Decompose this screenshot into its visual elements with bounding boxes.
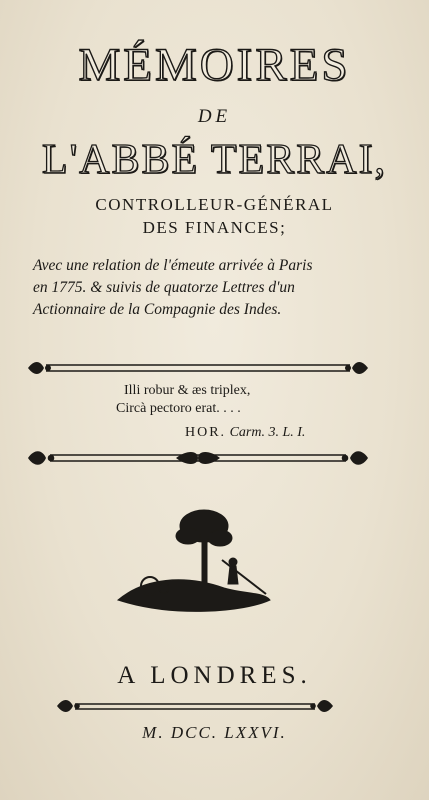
description-line-2: en 1775. & suivis de quatorze Lettres d'un [33,279,295,296]
author-name: L'ABBÉ TERRAI, [41,137,388,183]
imprint-date: M. DCC. LXXVI. [142,723,287,742]
title-connector: DE [197,106,232,127]
woodcut-vignette [114,508,274,618]
description-line-1: Avec une relation de l'émeute arrivée à Paris [33,257,313,274]
subtitle-line-2: DES FINANCES; [142,218,287,237]
subtitle-line-1: CONTROLLEUR-GÉNÉRAL [95,195,334,214]
ornamental-rule-middle [26,446,370,470]
imprint-place: A LONDRES. [117,662,312,689]
epigraph-author: HOR. [185,425,227,440]
epigraph-line-2: Circà pectoro erat. . . . [116,401,241,416]
ornamental-rule-bottom [55,696,335,716]
epigraph-attribution [185,425,385,441]
epigraph-line-1: Illi robur & æs triplex, [124,383,251,398]
ornamental-rule-top [26,358,370,378]
book-title: MÉMOIRES [78,39,351,91]
epigraph-reference: Carm. 3. L. I. [229,425,306,440]
description-line-3: Actionnaire de la Compagnie des Indes. [33,301,282,318]
